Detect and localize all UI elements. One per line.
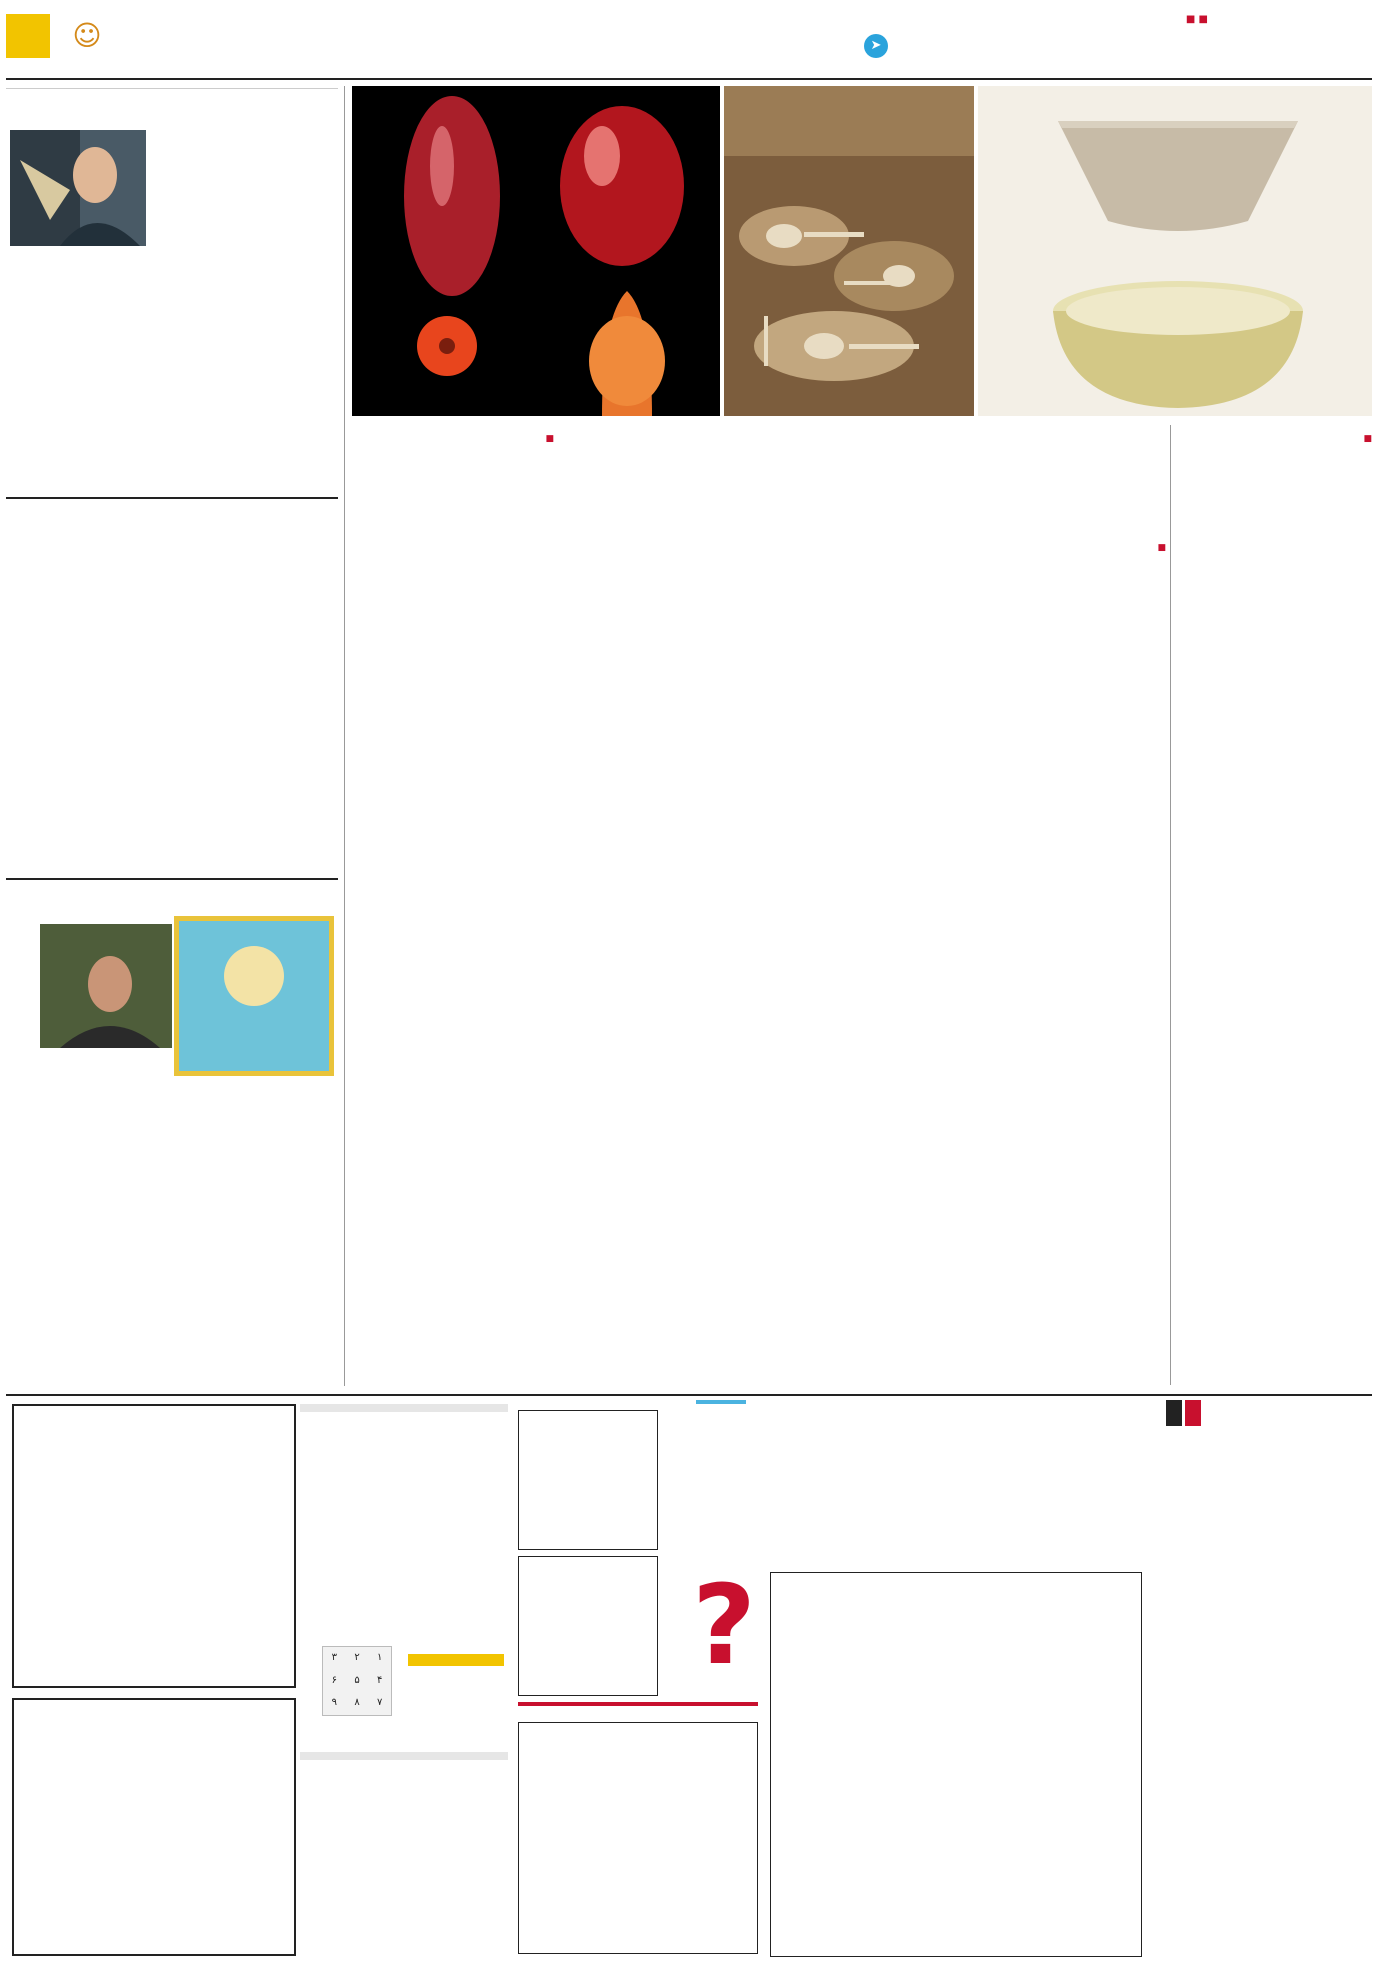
crossword-clues-extra [770,1400,1160,1550]
crossword-answer-label [518,1702,758,1706]
culture-masks-icon: ☺ [72,19,102,52]
crossword-answer-grid [518,1722,758,1954]
sudoku-hard-title [300,1752,508,1760]
photo-excavation [724,86,974,416]
sudoku-easy-title [300,1404,508,1412]
article-column-5 [352,425,554,1380]
issue-info: ■ ■ [1185,14,1208,25]
masthead [6,6,1372,80]
sudoku-badge [408,1654,504,1666]
article-column-3 [766,534,962,1380]
sudoku-hard-info [300,1752,508,1957]
page-number [6,14,50,58]
crossword-label [1166,1400,1182,1426]
news-brief-1 [6,86,338,496]
news-brief-3 [6,886,338,1384]
sudoku-hard-grid[interactable] [12,1698,296,1956]
photo-bowls [978,86,1372,416]
crossword-header [1166,1400,1372,1426]
sudoku-easy-answer-grid [518,1410,658,1550]
crossword-grid[interactable] [770,1572,1142,1957]
sudoku-easy-grid[interactable] [12,1404,296,1688]
telegram-icon[interactable]: ➤ [864,34,888,58]
photo-author [40,924,172,1048]
photo-beads [352,86,720,416]
article-column-1 [1176,425,1372,1380]
newspaper-logo[interactable] [1218,12,1368,68]
photo-book-cover [174,916,334,1076]
crossword-number [1185,1400,1201,1426]
article-column-4 [562,534,758,1380]
sudoku-easy-info [300,1404,508,1744]
photo-skeleton-expert [10,130,146,246]
question-mark-icon: ? [692,1561,756,1689]
news-brief-2 [6,504,338,874]
cube-icon: ۱ ۲ ۳ ۴ ۵ ۶ ۷ ۸ ۹ [322,1646,392,1716]
answer-badge [696,1400,746,1404]
article-column-2 [970,534,1166,1380]
sudoku-hard-answer-grid [518,1556,658,1696]
crossword-clues [1166,1430,1372,1955]
